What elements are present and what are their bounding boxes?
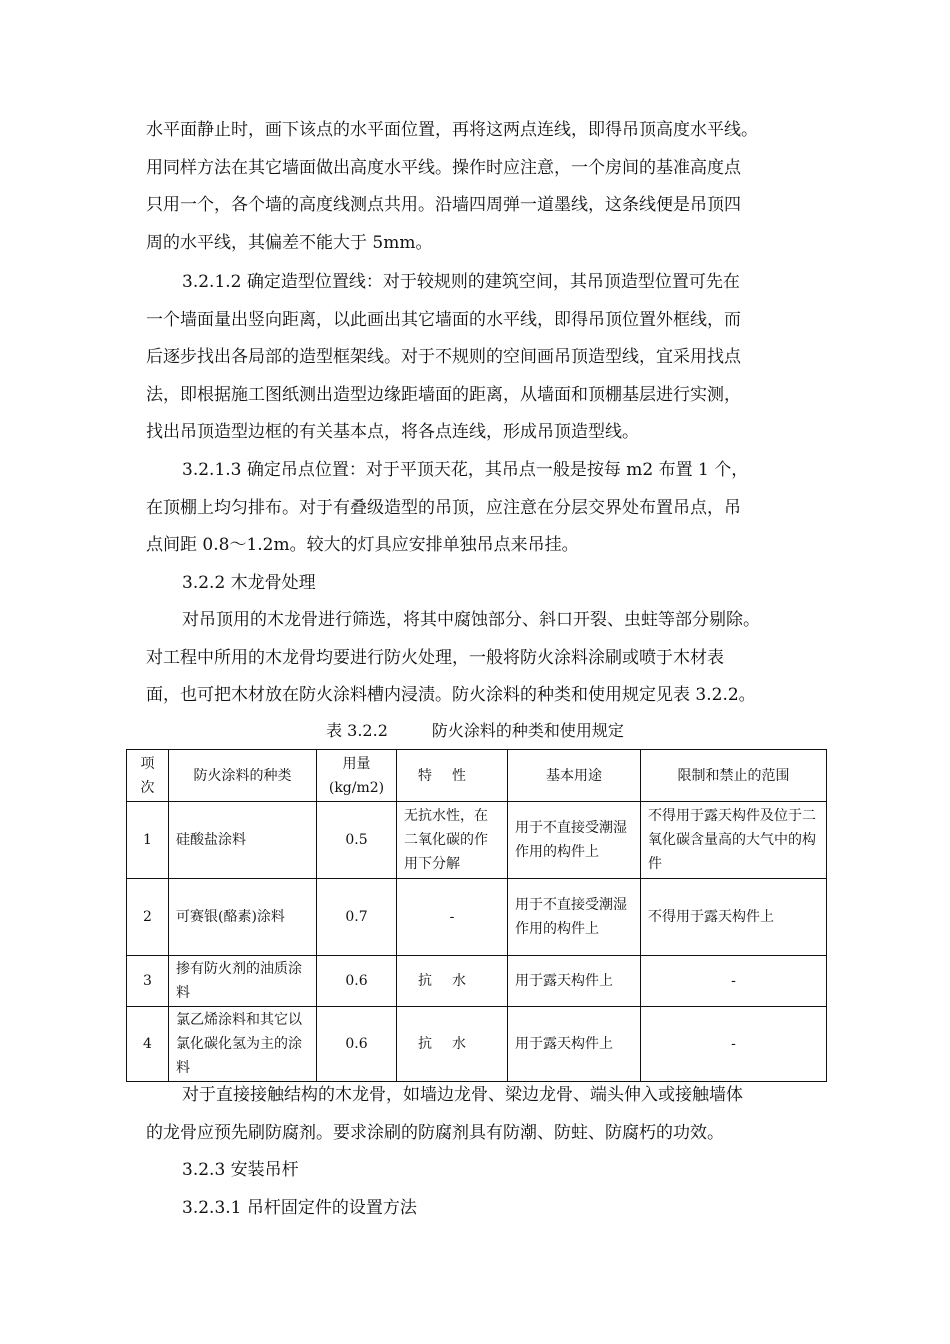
header-cell-index: 项次 — [127, 750, 169, 802]
text-line: 对吊顶用的木龙骨进行筛选，将其中腐蚀部分、斜口开裂、虫蛀等部分剔除。 — [182, 610, 760, 630]
section-heading: 3.2.2 木龙骨处理 — [182, 573, 316, 593]
heading-3-2-2 — [146, 565, 810, 603]
paragraph-3-2-1-2 — [146, 264, 810, 452]
header-cell-restriction: 限制和禁止的范围 — [641, 750, 827, 802]
paragraph-wood-keel — [146, 602, 810, 715]
fire-coating-table — [126, 749, 827, 1082]
table-cell: 抗水 — [397, 956, 508, 1007]
header-cell-property: 特性 — [397, 750, 508, 802]
table-cell: - — [397, 879, 508, 956]
heading-3-2-3 — [146, 1152, 810, 1190]
table-cell: 硅酸盐涂料 — [169, 802, 317, 879]
table-cell: 用于露天构件上 — [508, 1007, 641, 1082]
paragraph-preservative — [146, 1077, 810, 1152]
text-line: 点间距 0.8～1.2m。较大的灯具应安排单独吊点来吊挂。 — [146, 535, 579, 555]
text-line: 对工程中所用的木龙骨均要进行防火处理，一般将防火涂料涂刷或喷于木材表 — [146, 647, 724, 668]
text-line: 法，即根据施工图纸测出造型边缘距墙面的距离，从墙面和顶棚基层进行实测， — [146, 384, 741, 405]
table-cell: 0.5 — [317, 802, 397, 879]
table-cell: 不得用于露天构件及位于二氧化碳含量高的大气中的构件 — [641, 802, 827, 879]
table-cell: 氯乙烯涂料和其它以氯化碳化氢为主的涂料 — [169, 1007, 317, 1082]
table-number: 表 3.2.2 — [326, 721, 388, 740]
table-cell: - — [641, 1007, 827, 1082]
text-line: 在顶棚上均匀排布。对于有叠级造型的吊顶，应注意在分层交界处布置吊点，吊 — [146, 497, 741, 518]
text-line: 用同样方法在其它墙面做出高度水平线。操作时应注意，一个房间的基准高度点 — [146, 157, 741, 178]
text-line: 后逐步找出各局部的造型框架线。对于不规则的空间画吊顶造型线，宜采用找点 — [146, 347, 741, 367]
text-line: 3.2.1.2 确定造型位置线：对于较规则的建筑空间，其吊顶造型位置可先在 — [182, 272, 740, 292]
section-heading: 3.2.3 安装吊杆 — [182, 1160, 299, 1180]
text-line: 周的水平线，其偏差不能大于 5mm。 — [146, 232, 433, 253]
table-cell: 掺有防火剂的油质涂料 — [169, 956, 317, 1007]
table-cell: 3 — [127, 956, 169, 1007]
table-cell: 用于露天构件上 — [508, 956, 641, 1007]
table-cell: 2 — [127, 879, 169, 956]
paragraph-leveling-line — [146, 112, 810, 262]
text-line: 水平面静止时，画下该点的水平面位置，再将这两点连线，即得吊顶高度水平线。 — [146, 120, 758, 140]
table-cell: 4 — [127, 1007, 169, 1082]
header-cell-usage: 基本用途 — [508, 750, 641, 802]
table-cell: 0.6 — [317, 956, 397, 1007]
table-cell: 0.7 — [317, 879, 397, 956]
table-cell: 1 — [127, 802, 169, 879]
text-line: 3.2.1.3 确定吊点位置：对于平顶天花，其吊点一般是按每 m2 布置 1 个， — [182, 460, 749, 480]
header-cell-type: 防火涂料的种类 — [169, 750, 317, 802]
table-caption — [0, 718, 950, 741]
table-cell: 用于不直接受潮湿作用的构件上 — [508, 879, 641, 956]
text-line: 面，也可把木材放在防火涂料槽内浸渍。防火涂料的种类和使用规定见表 3.2.2。 — [146, 685, 756, 705]
table-header-row — [127, 750, 827, 802]
text-line: 找出吊顶造型边框的有关基本点，将各点连线，形成吊顶造型线。 — [146, 422, 639, 442]
text-line: 只用一个，各个墙的高度线测点共用。沿墙四周弹一道墨线，这条线便是吊顶四 — [146, 195, 741, 215]
table-cell: - — [641, 956, 827, 1007]
table-row — [127, 956, 827, 1007]
paragraph-3-2-1-3 — [146, 452, 810, 565]
table-row — [127, 1007, 827, 1082]
text-line: 一个墙面量出竖向距离，以此画出其它墙面的水平线，即得吊顶位置外框线，而 — [146, 309, 741, 330]
table-cell: 无抗水性，在二氧化碳的作用下分解 — [397, 802, 508, 879]
table-cell: 0.6 — [317, 1007, 397, 1082]
section-heading: 3.2.3.1 吊杆固定件的设置方法 — [182, 1198, 417, 1218]
table-cell: 可赛银(酪素)涂料 — [169, 879, 317, 956]
heading-3-2-3-1 — [146, 1190, 810, 1228]
table-row — [127, 879, 827, 956]
text-line: 对于直接接触结构的木龙骨，如墙边龙骨、梁边龙骨、端头伸入或接触墙体 — [182, 1085, 743, 1105]
text-line: 的龙骨应预先刷防腐剂。要求涂刷的防腐剂具有防潮、防蛀、防腐朽的功效。 — [146, 1122, 724, 1143]
header-cell-dosage: 用量(kg/m2) — [317, 750, 397, 802]
table-cell: 用于不直接受潮湿作用的构件上 — [508, 802, 641, 879]
table-title: 防火涂料的种类和使用规定 — [431, 721, 624, 740]
table-cell: 抗水 — [397, 1007, 508, 1082]
table-cell: 不得用于露天构件上 — [641, 879, 827, 956]
table-row — [127, 802, 827, 879]
